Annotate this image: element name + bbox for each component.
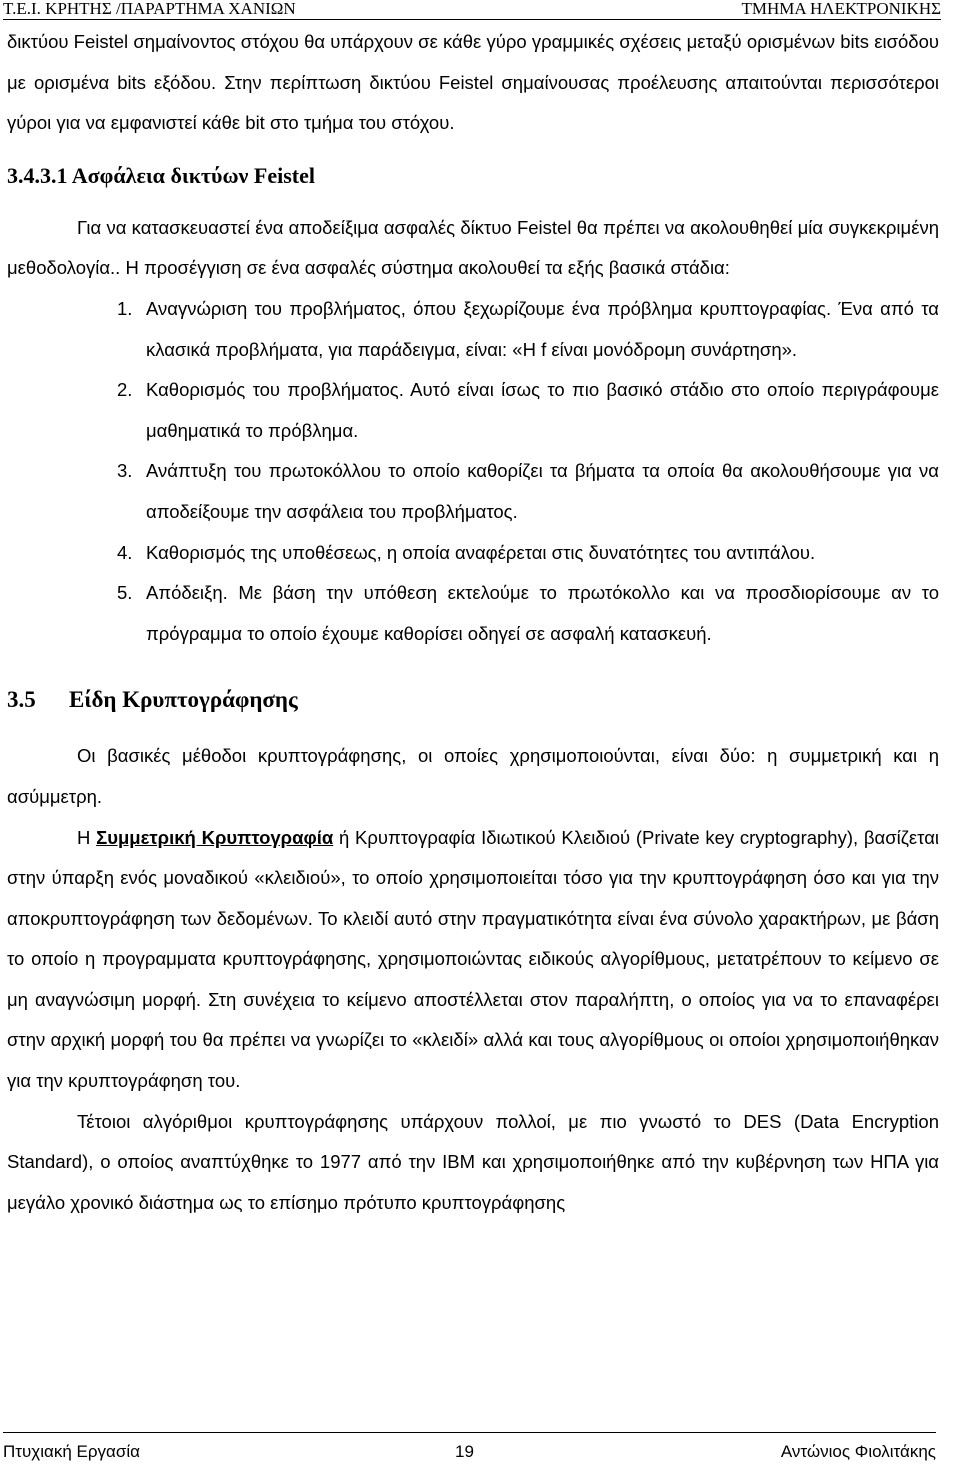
section-heading-35	[7, 680, 939, 720]
paragraph-lead: Η	[77, 826, 97, 848]
symmetric-term: Συμμετρική Κρυπτογραφία	[96, 826, 334, 848]
section-title: Είδη Κρυπτογράφησης	[69, 687, 298, 713]
page-footer	[3, 1432, 936, 1461]
list-item-text: Καθορισμός του προβλήματος. Αυτό είναι ίσως το πιο βασικό στάδιο στο οποίο περιγράφουμε μαθηματικά το πρόβλημα.	[146, 379, 939, 441]
section-35-paragraph-2	[7, 818, 939, 1102]
list-item	[7, 533, 939, 574]
section-3431-paragraph: Για να κατασκευαστεί ένα αποδείξιμα ασφαλές δίκτυο Feistel θα πρέπει να ακολουθηθεί μία συγκεκριμένη μεθοδολογία.. Η προσέγγιση σε ένα ασφαλές σύστημα ακολουθεί τα εξής βασικά στάδια:	[7, 216, 939, 279]
list-item-number: 5.	[117, 582, 133, 604]
header-department: ΤΜΗΜΑ ΗΛΕΚΤΡΟΝΙΚΗΣ	[741, 0, 941, 18]
list-item-text: Αναγνώριση του προβλήματος, όπου ξεχωρίζουμε ένα πρόβλημα κρυπτογραφίας. Ένα από τα κλασικά προβλήματα, για παράδειγμα, είναι: «H f είναι μονόδρομη συνάρτηση».	[146, 297, 939, 360]
footer-title: Πτυχιακή Εργασία	[3, 1442, 140, 1461]
list-item	[7, 370, 939, 451]
list-item-number: 1.	[117, 297, 133, 319]
section-heading-3431: 3.4.3.1 Ασφάλεια δικτύων Feistel	[7, 162, 315, 188]
section-35-paragraph-3: Τέτοιοι αλγόριθμοι κρυπτογράφησης υπάρχουν πολλοί, με πιο γνωστό το DES (Data Encryption Standard), ο οποίος αναπτύχθηκε το 1977 από την IBM και χρησιμοποιήθηκε από την κυβέρνηση των ΗΠΑ για μεγάλο χρονικό διάστημα ως το επίσημο πρότυπο κρυπτογράφησης	[7, 1110, 939, 1213]
paragraph-rest: ή Κρυπτογραφία Ιδιωτικού Κλειδιού (Private key cryptography), βασίζεται στην ύπαρξη ενός μοναδικού «κλειδιού», το οποίο χρησιμοποιείται τόσο για την κρυπτογράφηση όσο και για την αποκρυπτογράφηση των δεδομένων. Το κλειδί αυτό στην πραγματικότητα είναι ένα σύνολο χαρακτήρων, με βάση το οποίο η προγραμματα κρυπτογράφησης, χρησιμοποιώντας ειδικούς αλγορίθμους, μετατρέπουν το κείμενο σε μη αναγνώσιμη μορφή. Στη συνέχεια το κείμενο αποστέλλεται στον παραλήπτη, ο οποίος για να το επαναφέρει στην αρχική μορφή του θα πρέπει να γνωρίζει το «κλειδί» αλλά και τους αλγορίθμους οι οποίοι χρησιμοποιήθηκαν για την κρυπτογράφηση του.	[7, 826, 939, 1092]
list-item	[7, 573, 939, 654]
footer-author: Αντώνιος Φιολιτάκης	[780, 1442, 936, 1461]
page-number: 19	[455, 1442, 474, 1461]
list-item-text: Ανάπτυξη του πρωτοκόλλου το οποίο καθορίζει τα βήματα τα οποία θα ακολουθήσουμε για να αποδείξουμε την ασφάλεια του προβλήματος.	[146, 460, 939, 522]
page-header	[3, 0, 941, 20]
list-item-number: 4.	[117, 541, 133, 563]
document-body	[7, 22, 939, 1223]
list-item	[7, 289, 939, 370]
steps-list	[7, 289, 939, 654]
list-item-text: Απόδειξη. Με βάση την υπόθεση εκτελούμε το πρωτόκολλο και να προσδιορίσουμε αν το πρόγραμμα το οποίο έχουμε καθορίσει οδηγεί σε ασφαλή κατασκευή.	[146, 582, 939, 644]
list-item-number: 2.	[117, 379, 133, 401]
header-institution: Τ.Ε.Ι. ΚΡΗΤΗΣ /ΠΑΡΑΡΤΗΜΑ ΧΑΝΙΩΝ	[3, 0, 296, 18]
list-item-number: 3.	[117, 460, 133, 482]
list-item-text: Καθορισμός της υποθέσεως, η οποία αναφέρεται στις δυνατότητες του αντιπάλου.	[146, 541, 816, 563]
intro-paragraph: δικτύου Feistel σημαίνοντος στόχου θα υπάρχουν σε κάθε γύρο γραμμικές σχέσεις μεταξύ ορισμένων bits εισόδου με ορισμένα bits εξόδου. Στην περίπτωση δικτύου Feistel σημαίνουσας προέλευσης απαιτούνται περισσότεροι γύροι για να εμφανιστεί κάθε bit στο τμήμα του στόχου.	[7, 31, 939, 134]
section-35-paragraph-1: Οι βασικές μέθοδοι κρυπτογράφησης, οι οποίες χρησιμοποιούνται, είναι δύο: η συμμετρική και η ασύμμετρη.	[7, 745, 939, 807]
list-item	[7, 451, 939, 532]
section-number: 3.5	[7, 687, 36, 713]
